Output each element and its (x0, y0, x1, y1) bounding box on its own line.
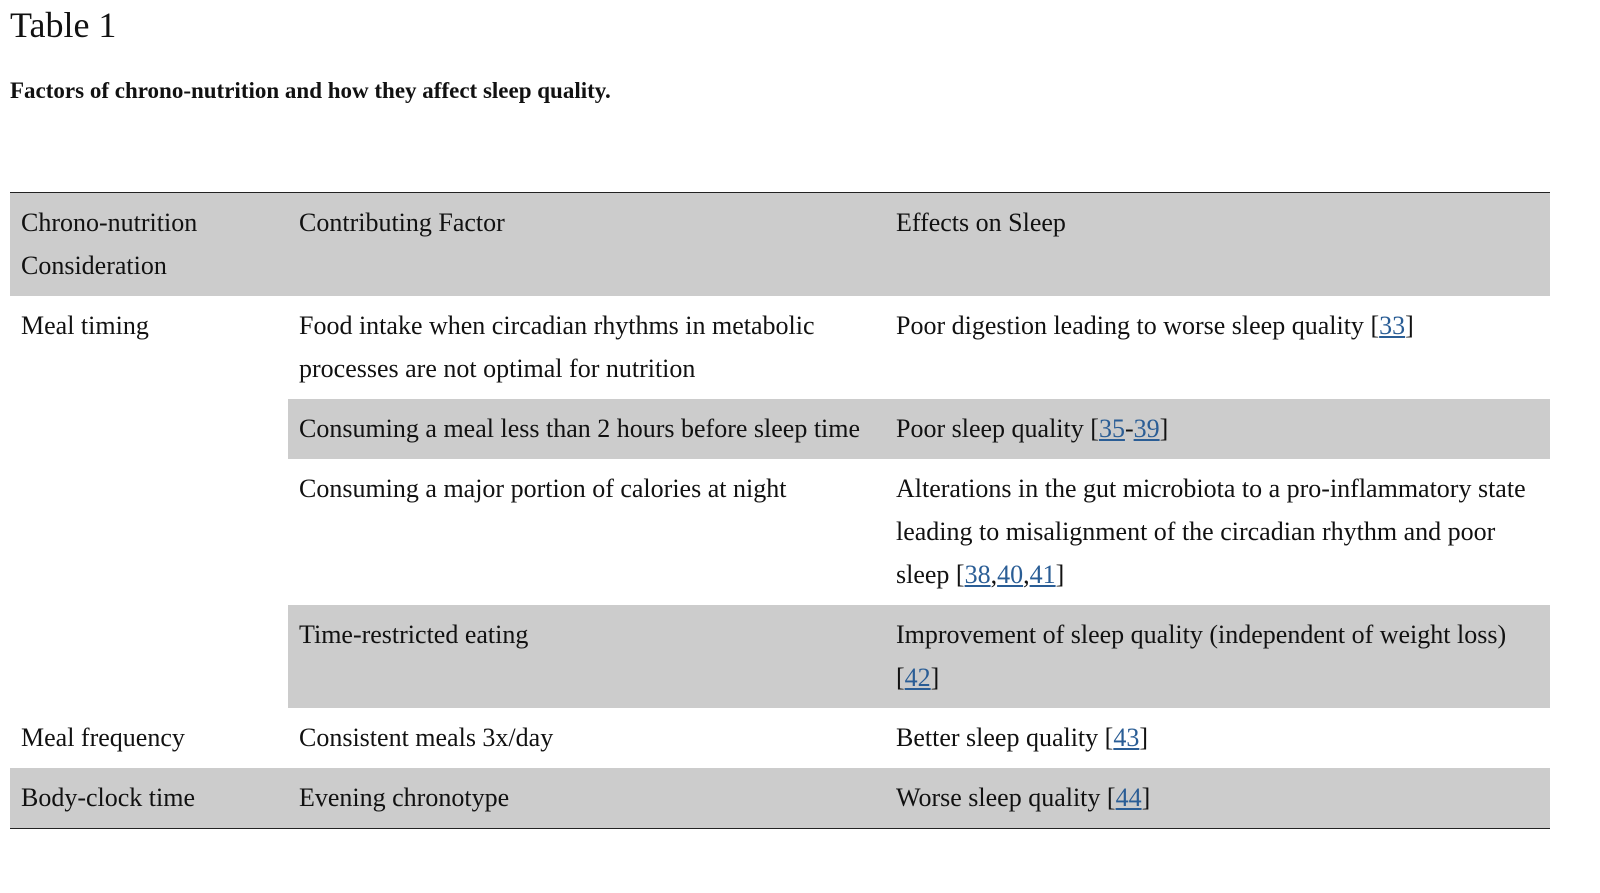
cell-consideration-meal-timing: Meal timing (21, 311, 149, 340)
citation-link[interactable]: 38 (964, 560, 991, 589)
cell-effect: Poor sleep quality [35-39] (885, 399, 1550, 459)
effect-text: Poor sleep quality (896, 414, 1091, 443)
effect-text: Poor digestion leading to worse sleep quality (896, 311, 1371, 340)
citation-link[interactable]: 43 (1113, 723, 1140, 752)
cell-effect: Worse sleep quality [44] (896, 783, 1151, 812)
table-row (10, 768, 1550, 829)
header-effects-on-sleep: Effects on Sleep (896, 208, 1066, 237)
table-row (10, 296, 1550, 399)
cell-factor: Consistent meals 3x/day (299, 723, 554, 752)
table-title: Table 1 (10, 5, 117, 45)
chrono-nutrition-table (10, 192, 1550, 829)
citation-link[interactable]: 39 (1133, 414, 1160, 443)
cell-effect: Alterations in the gut microbiota to a pro-inflammatory state leading to misalignment of the circadian rhythm and poor sleep [38,40,41] (896, 474, 1526, 589)
effect-text: Better sleep quality (896, 723, 1105, 752)
cell-consideration-meal-frequency: Meal frequency (21, 723, 185, 752)
cell-effect: Improvement of sleep quality (independent of weight loss) [42] (885, 605, 1550, 708)
citation-link[interactable]: 41 (1029, 560, 1056, 589)
effect-text: Alterations in the gut microbiota to a pro-inflammatory state leading to misalignment of the circadian rhythm and poor sleep (896, 474, 1526, 589)
table-row (10, 708, 1550, 768)
table-caption: Factors of chrono-nutrition and how they affect sleep quality. (10, 78, 611, 103)
effect-text: Worse sleep quality (896, 783, 1107, 812)
citation-separator: , (990, 560, 998, 589)
effect-text: Improvement of sleep quality (independent of weight loss) (896, 620, 1507, 649)
citation-link[interactable]: 35 (1098, 414, 1125, 443)
cell-factor: Food intake when circadian rhythms in metabolic processes are not optimal for nutrition (299, 311, 815, 383)
citation-link[interactable]: 40 (997, 560, 1024, 589)
cell-consideration-body-clock-time: Body-clock time (21, 783, 196, 812)
cell-effect: Better sleep quality [43] (896, 723, 1149, 752)
cell-factor: Evening chronotype (299, 783, 510, 812)
citation-link[interactable]: 33 (1379, 311, 1406, 340)
citation-separator: - (1124, 414, 1134, 443)
header-consideration: Chrono-nutrition Consideration (21, 208, 198, 280)
cell-effect: Poor digestion leading to worse sleep quality [33] (896, 311, 1414, 340)
citation-link[interactable]: 42 (904, 663, 931, 692)
cell-factor: Time-restricted eating (288, 605, 885, 708)
cell-factor: Consuming a meal less than 2 hours before sleep time (288, 399, 885, 459)
header-contributing-factor: Contributing Factor (299, 208, 505, 237)
citation-separator: , (1023, 560, 1030, 589)
table-header-row (10, 193, 1550, 297)
citation-link[interactable]: 44 (1115, 783, 1142, 812)
cell-factor: Consuming a major portion of calories at night (299, 474, 787, 503)
